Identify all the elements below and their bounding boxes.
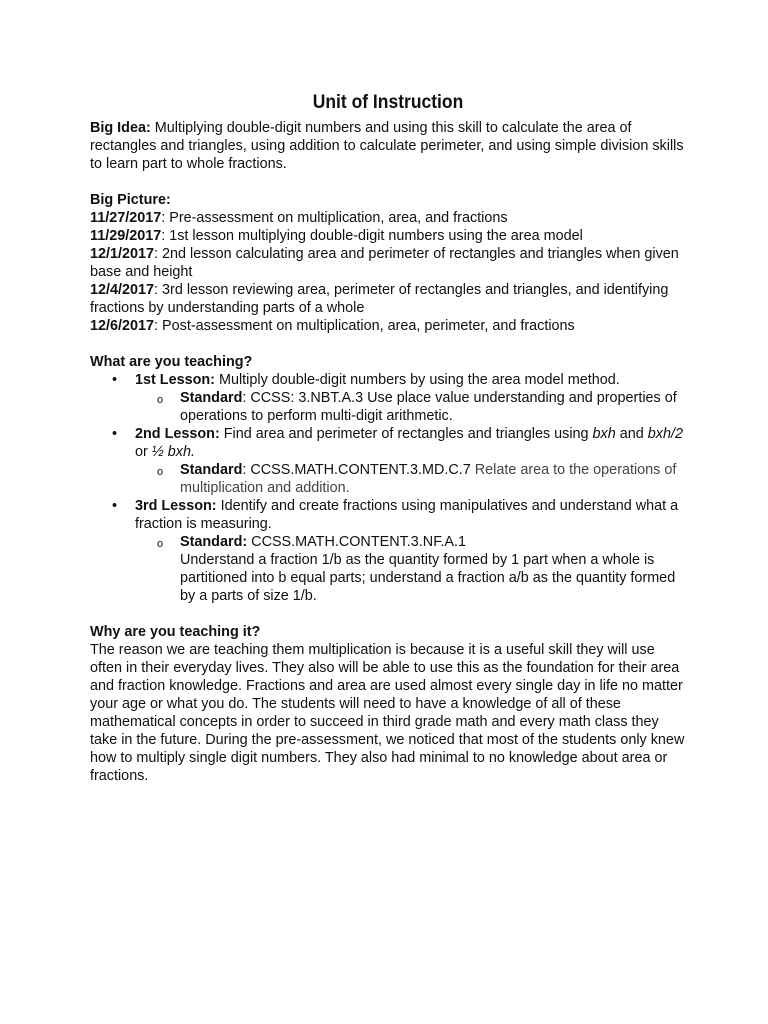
- bullet-icon: •: [112, 498, 118, 514]
- lesson-text: or: [135, 444, 152, 460]
- big-picture-text: : 1st lesson multiplying double-digit numbers using the area model: [161, 228, 583, 244]
- teaching-heading-text: What are you teaching?: [90, 354, 253, 370]
- big-picture-item: [90, 209, 686, 227]
- lesson-item: [90, 371, 686, 389]
- spacer: [90, 605, 686, 623]
- document-page: [90, 91, 686, 785]
- standard-item: [90, 389, 686, 425]
- lesson-item: [90, 425, 686, 461]
- standard-text: : CCSS: 3.NBT.A.3 Use place value understanding and properties of operations to perform multi-digit arithmetic.: [180, 390, 677, 424]
- big-picture-date: 12/4/2017: [90, 282, 155, 298]
- lesson-label: 1st Lesson:: [135, 372, 215, 388]
- standard-label: Standard: [180, 462, 243, 478]
- big-picture-date: 12/1/2017: [90, 246, 155, 262]
- bullet-icon: •: [112, 372, 118, 388]
- big-idea-text: Multiplying double-digit numbers and using this skill to calculate the area of rectangles and triangles, using addition to calculate perimeter, and using simple division skills to learn part to whole fractions.: [90, 120, 684, 172]
- standard-code: CCSS.MATH.CONTENT.3.NF.A.1: [247, 534, 466, 550]
- standard-code: : CCSS.MATH.CONTENT.3.MD.C.7: [242, 462, 471, 478]
- lesson-item: [90, 497, 686, 533]
- why-paragraph: The reason we are teaching them multiplication is because it is a useful skill they will use often in their everyday lives. They also will be able to use this as the foundation for their area and fraction knowledge. Fractions and area are used almost every single day in life no matter your age or what you do. The students will need to have a knowledge of all of these mathematical concepts in order to succeed in third grade math and every math class they take in the future. During the pre-assessment, we noticed that most of the students only knew how to multiply single digit numbers. They also had minimal to no knowledge about area or fractions.: [90, 642, 685, 784]
- formula-text: bxh/2: [647, 426, 683, 442]
- lesson-text: and: [615, 426, 648, 442]
- big-picture-date: 11/29/2017: [90, 228, 162, 244]
- big-picture-date: 12/6/2017: [90, 318, 155, 334]
- why-heading: [90, 623, 686, 641]
- formula-text: ½ bxh.: [151, 444, 195, 460]
- lesson-text: Identify and create fractions using manipulatives and understand what a fraction is measuring.: [135, 498, 679, 532]
- lesson-text: Find area and perimeter of rectangles and triangles using: [219, 426, 593, 442]
- big-idea-label: Big Idea:: [90, 120, 151, 136]
- lesson-label: 2nd Lesson:: [135, 426, 220, 442]
- circle-bullet-icon: o: [157, 538, 164, 550]
- standard-item: [90, 533, 686, 605]
- big-picture-item: [90, 281, 686, 317]
- big-picture-item: [90, 245, 686, 281]
- spacer: [90, 173, 686, 191]
- page-title: Unit of Instruction: [312, 92, 464, 113]
- why-heading-text: Why are you teaching it?: [90, 624, 261, 640]
- standard-label: Standard:: [180, 534, 248, 550]
- big-picture-text: : 3rd lesson reviewing area, perimeter of rectangles and triangles, and identifying fractions by understanding parts of a whole: [90, 282, 669, 316]
- standard-label: Standard: [180, 390, 243, 406]
- circle-bullet-icon: o: [157, 466, 164, 478]
- formula-text: bxh: [592, 426, 616, 442]
- circle-bullet-icon: o: [157, 394, 164, 406]
- lesson-label: 3rd Lesson:: [135, 498, 217, 514]
- big-picture-date: 11/27/2017: [90, 210, 162, 226]
- big-picture-text: : Pre-assessment on multiplication, area, and fractions: [161, 210, 508, 226]
- big-picture-item: [90, 227, 686, 245]
- lesson-text: Multiply double-digit numbers by using the area model method.: [214, 372, 620, 388]
- standard-text: Understand a fraction 1/b as the quantity formed by 1 part when a whole is partitioned into b equal parts; understand a fraction a/b as the quantity formed by a parts of size 1/b.: [180, 552, 676, 604]
- standard-text: Relate area to the operations of multiplication and addition.: [180, 462, 677, 496]
- big-picture-heading-text: Big Picture:: [90, 192, 171, 208]
- big-picture-heading: [90, 191, 686, 209]
- bullet-icon: •: [112, 426, 118, 442]
- big-picture-text: : Post-assessment on multiplication, area, perimeter, and fractions: [154, 318, 575, 334]
- big-picture-item: [90, 317, 686, 335]
- spacer: [90, 335, 686, 353]
- big-idea-paragraph: [90, 119, 686, 173]
- teaching-heading: [90, 353, 686, 371]
- standard-item: [90, 461, 686, 497]
- big-picture-text: : 2nd lesson calculating area and perimeter of rectangles and triangles when given base and height: [90, 246, 679, 280]
